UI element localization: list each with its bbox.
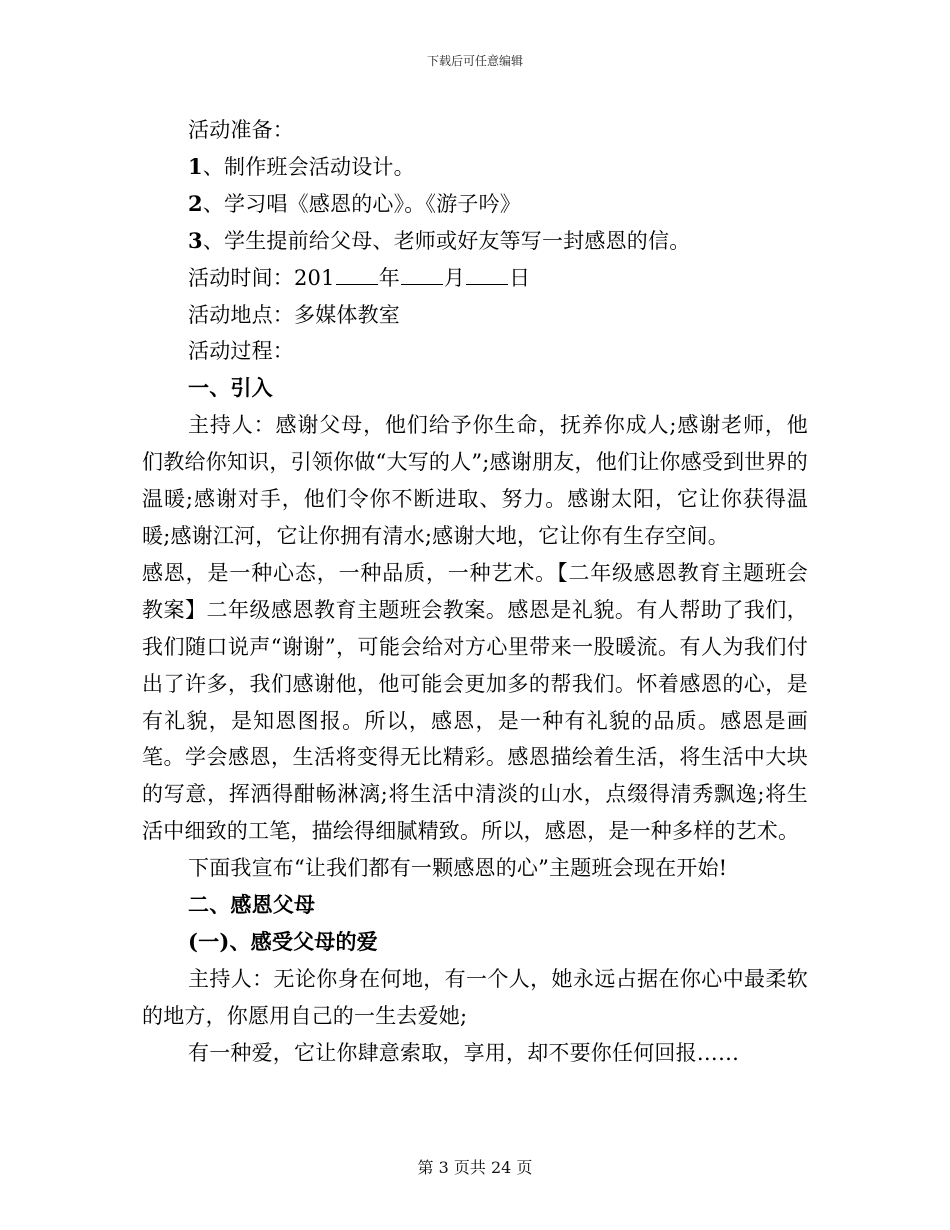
section-2-host-paragraph: 主持人：无论你身在何地，有一个人，她永远占据在你心中最柔软的地方，你愿用自己的一生去爱她; [142, 966, 808, 1028]
activity-time [142, 260, 808, 297]
section-1-announcement: 下面我宣布“让我们都有一颗感恩的心”主题班会现在开始! [188, 856, 728, 881]
document-body [142, 112, 808, 1072]
month-blank [401, 264, 443, 285]
day-unit: 日 [509, 265, 531, 290]
section-1-title: 一、引入 [188, 375, 273, 401]
section-2-love-line: 有一种爱，它让你肆意索取，享用，却不要你任何回报…… [188, 1040, 740, 1065]
prep-item-number: 2 [188, 190, 203, 216]
section-2-subtitle: (一)、感受父母的爱 [188, 928, 378, 954]
section-1-gratitude-paragraph: 感恩，是一种心态，一种品质，一种艺术。【二年级感恩教育主题班会教案】二年级感恩教育主题班会教案。感恩是礼貌。有人帮助了我们，我们随口说声“谢谢”，可能会给对方心里带来一股暖流。有人为我们付出了许多，我们感谢他，他可能会更加多的帮我们。怀着感恩的心，是有礼貌，是知恩图报。所以，感恩，是一种有礼貌的品质。感恩是画笔。学会感恩，生活将变得无比精彩。感恩描绘着生活，将生活中大块的写意，挥洒得酣畅淋漓;将生活中清淡的山水，点缀得清秀飘逸;将生活中细致的工笔，描绘得细腻精致。所以，感恩，是一种多样的艺术。 [142, 560, 808, 844]
prep-title: 活动准备： [188, 118, 294, 142]
prep-item-number: 1 [188, 153, 203, 179]
page-header: 下载后可任意编辑 [426, 54, 523, 68]
year-blank [336, 264, 378, 285]
prep-item-1 [142, 149, 808, 186]
prep-item-3 [142, 223, 808, 260]
section-2-title: 二、感恩父母 [188, 892, 316, 918]
prep-item-2 [142, 186, 808, 223]
activity-place: 活动地点：多媒体教室 [188, 302, 400, 327]
day-blank [466, 264, 508, 285]
month-unit: 月 [443, 265, 466, 290]
prep-item-text: 、学习唱《感恩的心》。《游子吟》 [202, 191, 522, 216]
section-1-host-paragraph: 主持人：感谢父母，他们给予你生命，抚养你成人;感谢老师，他们教给你知识，引领你做“大写的人”;感谢朋友，他们让你感受到世界的温暖;感谢对手，他们令你不断进取、努力。感谢太阳，它让你获得温暖;感谢江河，它让你拥有清水;感谢大地，它让你有生存空间。 [142, 413, 808, 548]
activity-process: 活动过程： [188, 339, 294, 364]
time-label: 活动时间：201 [188, 265, 335, 290]
page-footer: 第 3 页共 24 页 [417, 1158, 533, 1177]
prep-item-number: 3 [188, 227, 203, 253]
prep-item-text: 、学生提前给父母、老师或好友等写一封感恩的信。 [202, 228, 691, 253]
prep-item-text: 、制作班会活动设计。 [202, 154, 415, 179]
year-unit: 年 [378, 265, 400, 290]
